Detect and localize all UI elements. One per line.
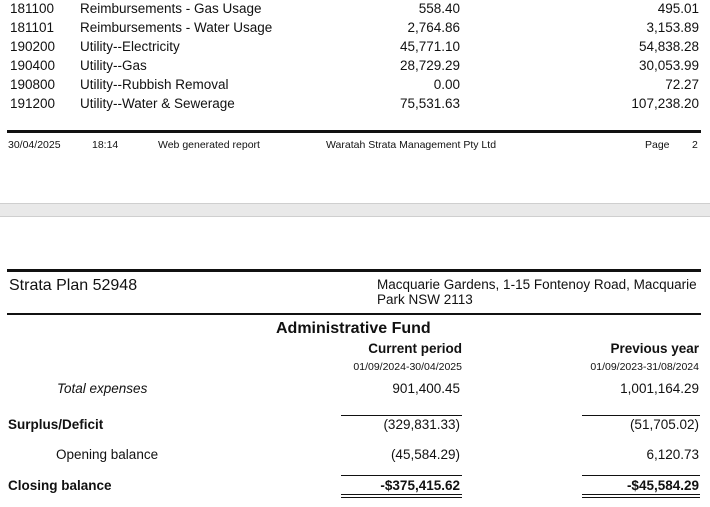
- account-previous: 72.27: [665, 77, 699, 92]
- column-header-current: Current period: [368, 341, 462, 356]
- total-expenses-current: 901,400.45: [392, 381, 460, 396]
- account-name: Reimbursements - Water Usage: [80, 20, 273, 35]
- account-previous: 3,153.89: [646, 20, 699, 35]
- double-rule-previous-2: [582, 497, 700, 498]
- account-current: 45,771.10: [399, 39, 460, 54]
- closing-balance-previous: -$45,584.29: [626, 478, 699, 493]
- account-name: Utility--Rubbish Removal: [80, 77, 229, 92]
- account-current: 558.40: [418, 1, 460, 16]
- double-rule-previous-1: [582, 494, 700, 495]
- footer-report-type: Web generated report: [158, 139, 260, 151]
- period-range-previous: 01/09/2023-31/08/2024: [590, 361, 699, 373]
- closing-balance-label: Closing balance: [8, 478, 112, 493]
- opening-balance-previous: 6,120.73: [646, 447, 699, 462]
- account-current: 28,729.29: [399, 58, 460, 73]
- account-previous: 495.01: [657, 1, 699, 16]
- double-rule-current-1: [341, 494, 462, 495]
- total-rule-previous: [582, 475, 700, 476]
- account-name: Utility--Electricity: [80, 39, 180, 54]
- subtotal-rule-previous: [582, 415, 700, 416]
- fund-title: Administrative Fund: [276, 320, 431, 337]
- account-code: 181100: [10, 1, 55, 16]
- total-expenses-label: Total expenses: [57, 381, 148, 396]
- account-name: Reimbursements - Gas Usage: [80, 1, 262, 16]
- surplus-deficit-current: (329,831.33): [383, 417, 460, 432]
- double-rule-current-2: [341, 497, 462, 498]
- period-range-current: 01/09/2024-30/04/2025: [353, 361, 462, 373]
- account-previous: 107,238.20: [631, 96, 699, 111]
- page-separator-bottom: [0, 216, 710, 217]
- column-header-previous: Previous year: [610, 341, 699, 356]
- footer-time: 18:14: [92, 139, 119, 151]
- address-line-1: Macquarie Gardens, 1-15 Fontenoy Road, Macquarie: [377, 277, 697, 292]
- opening-balance-current: (45,584.29): [390, 447, 460, 462]
- account-previous: 54,838.28: [638, 39, 699, 54]
- account-name: Utility--Gas: [80, 58, 147, 73]
- account-name: Utility--Water & Sewerage: [80, 96, 235, 111]
- footer-company: Waratah Strata Management Pty Ltd: [326, 139, 497, 151]
- account-previous: 30,053.99: [638, 58, 699, 73]
- account-code: 181101: [10, 20, 55, 35]
- footer-date: 30/04/2025: [8, 139, 61, 151]
- account-current: 75,531.63: [399, 96, 460, 111]
- footer-rule: [7, 130, 701, 133]
- total-expenses-previous: 1,001,164.29: [620, 381, 699, 396]
- header-rule-top: [7, 269, 701, 272]
- surplus-deficit-label: Surplus/Deficit: [8, 417, 104, 432]
- account-current: 0.00: [433, 77, 460, 92]
- account-code: 190200: [10, 39, 56, 54]
- strata-plan-title: Strata Plan 52948: [9, 277, 138, 294]
- account-code: 190800: [10, 77, 56, 92]
- closing-balance-current: -$375,415.62: [380, 478, 460, 493]
- subtotal-rule-current: [341, 415, 462, 416]
- opening-balance-label: Opening balance: [56, 447, 159, 462]
- page-separator: [0, 204, 710, 216]
- address-line-2: Park NSW 2113: [377, 292, 473, 307]
- total-rule-current: [341, 475, 462, 476]
- surplus-deficit-previous: (51,705.02): [629, 417, 699, 432]
- account-code: 191200: [10, 96, 56, 111]
- account-code: 190400: [10, 58, 56, 73]
- header-rule-bottom: [7, 313, 701, 315]
- account-current: 2,764.86: [407, 20, 460, 35]
- footer-page-label: Page: [645, 139, 670, 151]
- footer-page-number: 2: [692, 139, 698, 151]
